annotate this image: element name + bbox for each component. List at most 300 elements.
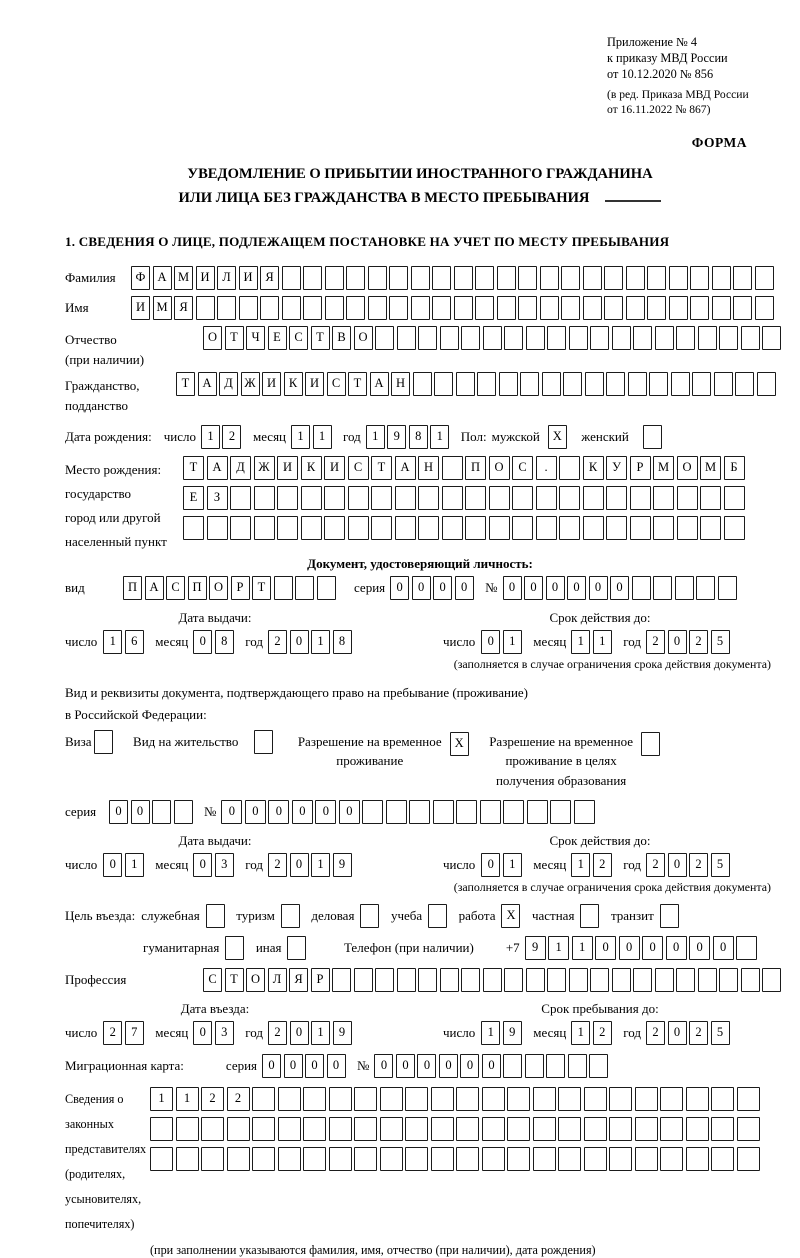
char-box[interactable]: О [203, 326, 222, 350]
char-box[interactable]: Я [260, 266, 279, 290]
char-box[interactable]: Т [225, 968, 244, 992]
char-box[interactable] [655, 326, 674, 350]
char-box[interactable]: Д [230, 456, 251, 480]
char-box[interactable] [507, 1147, 530, 1171]
char-box[interactable] [360, 904, 379, 928]
char-box[interactable] [686, 1147, 709, 1171]
char-box[interactable]: 0 [193, 853, 212, 877]
char-box[interactable] [561, 266, 580, 290]
char-box[interactable] [465, 516, 486, 540]
char-box[interactable] [609, 1087, 632, 1111]
char-box[interactable] [260, 296, 279, 320]
char-box[interactable] [418, 486, 439, 510]
char-box[interactable] [483, 326, 502, 350]
char-box[interactable] [174, 800, 193, 824]
char-box[interactable] [482, 1087, 505, 1111]
char-box[interactable]: Д [219, 372, 238, 396]
char-box[interactable]: С [327, 372, 346, 396]
char-box[interactable]: С [512, 456, 533, 480]
char-box[interactable]: 1 [291, 425, 310, 449]
char-box[interactable] [609, 1147, 632, 1171]
char-box[interactable] [254, 730, 273, 754]
char-box[interactable] [526, 326, 545, 350]
char-box[interactable]: 1 [150, 1087, 173, 1111]
char-box[interactable] [354, 968, 373, 992]
char-box[interactable] [540, 266, 559, 290]
char-box[interactable]: С [203, 968, 222, 992]
char-box[interactable] [418, 516, 439, 540]
char-box[interactable]: 0 [103, 853, 122, 877]
char-box[interactable] [274, 576, 293, 600]
char-box[interactable]: 1 [366, 425, 385, 449]
char-box[interactable] [719, 326, 738, 350]
char-box[interactable] [741, 968, 760, 992]
char-box[interactable] [201, 1117, 224, 1141]
char-box[interactable]: Т [252, 576, 271, 600]
char-box[interactable] [150, 1117, 173, 1141]
char-box[interactable]: Р [311, 968, 330, 992]
char-box[interactable]: 0 [327, 1054, 346, 1078]
char-box[interactable] [574, 800, 595, 824]
char-box[interactable] [686, 1087, 709, 1111]
char-box[interactable] [741, 326, 760, 350]
char-box[interactable]: 6 [125, 630, 144, 654]
char-box[interactable] [590, 968, 609, 992]
char-box[interactable]: А [370, 372, 389, 396]
char-box[interactable] [660, 904, 679, 928]
char-box[interactable] [559, 486, 580, 510]
char-box[interactable]: 0 [193, 1021, 212, 1045]
char-box[interactable]: Р [630, 456, 651, 480]
char-box[interactable] [584, 1087, 607, 1111]
char-box[interactable] [278, 1087, 301, 1111]
char-box[interactable]: 5 [711, 630, 730, 654]
char-box[interactable] [653, 516, 674, 540]
char-box[interactable]: 0 [460, 1054, 479, 1078]
char-box[interactable]: 1 [311, 853, 330, 877]
char-box[interactable] [287, 936, 306, 960]
char-box[interactable] [547, 326, 566, 350]
char-box[interactable]: М [653, 456, 674, 480]
char-box[interactable] [653, 576, 672, 600]
char-box[interactable]: 0 [284, 1054, 303, 1078]
char-box[interactable] [660, 1117, 683, 1141]
char-box[interactable] [389, 266, 408, 290]
char-box[interactable]: 2 [227, 1087, 250, 1111]
char-box[interactable]: 0 [481, 630, 500, 654]
char-box[interactable]: Я [289, 968, 308, 992]
char-box[interactable] [724, 486, 745, 510]
char-box[interactable]: 1 [571, 630, 590, 654]
char-box[interactable] [317, 576, 336, 600]
char-box[interactable] [278, 1117, 301, 1141]
char-box[interactable] [480, 800, 501, 824]
char-box[interactable]: 2 [593, 1021, 612, 1045]
char-box[interactable] [348, 486, 369, 510]
char-box[interactable] [482, 1147, 505, 1171]
char-box[interactable] [282, 266, 301, 290]
char-box[interactable]: 1 [503, 853, 522, 877]
char-box[interactable]: И [262, 372, 281, 396]
char-box[interactable]: И [324, 456, 345, 480]
char-box[interactable] [536, 486, 557, 510]
char-box[interactable]: К [583, 456, 604, 480]
char-box[interactable] [325, 296, 344, 320]
char-box[interactable] [183, 516, 204, 540]
char-box[interactable] [371, 486, 392, 510]
char-box[interactable]: Е [183, 486, 204, 510]
char-box[interactable]: М [700, 456, 721, 480]
char-box[interactable]: 0 [524, 576, 543, 600]
char-box[interactable]: X [450, 732, 469, 756]
char-box[interactable] [604, 266, 623, 290]
char-box[interactable] [711, 1087, 734, 1111]
char-box[interactable]: Т [311, 326, 330, 350]
char-box[interactable] [643, 425, 662, 449]
char-box[interactable] [301, 486, 322, 510]
char-box[interactable] [405, 1147, 428, 1171]
char-box[interactable] [580, 904, 599, 928]
char-box[interactable] [346, 266, 365, 290]
char-box[interactable] [230, 516, 251, 540]
char-box[interactable] [762, 968, 781, 992]
char-box[interactable]: Т [225, 326, 244, 350]
char-box[interactable]: С [348, 456, 369, 480]
char-box[interactable]: 0 [481, 853, 500, 877]
char-box[interactable] [536, 516, 557, 540]
char-box[interactable]: Б [724, 456, 745, 480]
char-box[interactable]: 2 [103, 1021, 122, 1045]
char-box[interactable] [362, 800, 383, 824]
char-box[interactable] [630, 486, 651, 510]
char-box[interactable]: 0 [109, 800, 128, 824]
char-box[interactable] [456, 372, 475, 396]
char-box[interactable]: 2 [646, 630, 665, 654]
char-box[interactable]: 2 [646, 1021, 665, 1045]
char-box[interactable] [418, 968, 437, 992]
char-box[interactable]: 0 [433, 576, 452, 600]
char-box[interactable] [690, 296, 709, 320]
char-box[interactable]: 0 [262, 1054, 281, 1078]
char-box[interactable] [628, 372, 647, 396]
char-box[interactable] [533, 1087, 556, 1111]
char-box[interactable]: М [174, 266, 193, 290]
char-box[interactable] [206, 904, 225, 928]
char-box[interactable]: 0 [668, 630, 687, 654]
char-box[interactable] [475, 296, 494, 320]
char-box[interactable] [176, 1117, 199, 1141]
char-box[interactable] [303, 1147, 326, 1171]
char-box[interactable] [583, 266, 602, 290]
char-box[interactable] [533, 1117, 556, 1141]
char-box[interactable]: С [166, 576, 185, 600]
char-box[interactable]: А [395, 456, 416, 480]
char-box[interactable] [724, 516, 745, 540]
char-box[interactable] [669, 266, 688, 290]
char-box[interactable]: 5 [711, 853, 730, 877]
char-box[interactable] [755, 296, 774, 320]
char-box[interactable] [324, 486, 345, 510]
char-box[interactable] [252, 1087, 275, 1111]
char-box[interactable] [507, 1087, 530, 1111]
char-box[interactable]: К [301, 456, 322, 480]
char-box[interactable] [217, 296, 236, 320]
char-box[interactable] [568, 1054, 587, 1078]
char-box[interactable]: 2 [201, 1087, 224, 1111]
char-box[interactable] [277, 486, 298, 510]
char-box[interactable]: 1 [430, 425, 449, 449]
char-box[interactable]: В [332, 326, 351, 350]
char-box[interactable]: 0 [290, 630, 309, 654]
char-box[interactable] [454, 266, 473, 290]
char-box[interactable] [503, 800, 524, 824]
char-box[interactable]: П [465, 456, 486, 480]
char-box[interactable] [526, 968, 545, 992]
char-box[interactable]: 1 [548, 936, 569, 960]
char-box[interactable] [504, 326, 523, 350]
char-box[interactable] [686, 1117, 709, 1141]
char-box[interactable] [641, 732, 660, 756]
char-box[interactable] [606, 372, 625, 396]
char-box[interactable] [504, 968, 523, 992]
char-box[interactable] [604, 296, 623, 320]
char-box[interactable]: 0 [668, 1021, 687, 1045]
char-box[interactable]: И [196, 266, 215, 290]
char-box[interactable]: 1 [572, 936, 593, 960]
char-box[interactable]: Ж [241, 372, 260, 396]
char-box[interactable] [380, 1117, 403, 1141]
char-box[interactable]: П [123, 576, 142, 600]
char-box[interactable] [630, 516, 651, 540]
char-box[interactable]: 9 [525, 936, 546, 960]
char-box[interactable] [277, 516, 298, 540]
char-box[interactable] [252, 1117, 275, 1141]
char-box[interactable] [612, 968, 631, 992]
char-box[interactable] [696, 576, 715, 600]
char-box[interactable] [303, 266, 322, 290]
char-box[interactable] [520, 372, 539, 396]
char-box[interactable]: А [207, 456, 228, 480]
char-box[interactable] [375, 326, 394, 350]
char-box[interactable]: 0 [315, 800, 336, 824]
char-box[interactable] [733, 296, 752, 320]
char-box[interactable] [442, 516, 463, 540]
char-box[interactable] [692, 372, 711, 396]
char-box[interactable] [583, 296, 602, 320]
char-box[interactable] [440, 326, 459, 350]
char-box[interactable] [497, 296, 516, 320]
char-box[interactable] [431, 1147, 454, 1171]
char-box[interactable] [354, 1117, 377, 1141]
char-box[interactable]: О [489, 456, 510, 480]
char-box[interactable] [303, 296, 322, 320]
char-box[interactable] [329, 1087, 352, 1111]
char-box[interactable]: Ж [254, 456, 275, 480]
char-box[interactable] [465, 486, 486, 510]
char-box[interactable]: Ф [131, 266, 150, 290]
char-box[interactable] [395, 486, 416, 510]
char-box[interactable] [489, 516, 510, 540]
char-box[interactable]: 2 [689, 1021, 708, 1045]
char-box[interactable] [700, 516, 721, 540]
char-box[interactable] [635, 1117, 658, 1141]
char-box[interactable] [348, 516, 369, 540]
char-box[interactable]: 1 [311, 630, 330, 654]
char-box[interactable]: 1 [313, 425, 332, 449]
char-box[interactable] [409, 800, 430, 824]
char-box[interactable] [254, 486, 275, 510]
char-box[interactable] [540, 296, 559, 320]
char-box[interactable] [395, 516, 416, 540]
char-box[interactable] [585, 372, 604, 396]
char-box[interactable] [653, 486, 674, 510]
char-box[interactable] [405, 1087, 428, 1111]
char-box[interactable] [368, 266, 387, 290]
char-box[interactable]: 0 [245, 800, 266, 824]
char-box[interactable] [497, 266, 516, 290]
char-box[interactable] [590, 326, 609, 350]
char-box[interactable] [431, 1117, 454, 1141]
char-box[interactable] [440, 968, 459, 992]
char-box[interactable] [329, 1147, 352, 1171]
char-box[interactable]: 0 [595, 936, 616, 960]
char-box[interactable]: Ч [246, 326, 265, 350]
char-box[interactable]: 0 [689, 936, 710, 960]
char-box[interactable] [649, 372, 668, 396]
char-box[interactable] [295, 576, 314, 600]
char-box[interactable] [418, 326, 437, 350]
char-box[interactable]: 0 [290, 853, 309, 877]
char-box[interactable] [712, 266, 731, 290]
char-box[interactable] [461, 968, 480, 992]
char-box[interactable] [207, 516, 228, 540]
char-box[interactable]: 2 [268, 1021, 287, 1045]
char-box[interactable]: 2 [646, 853, 665, 877]
char-box[interactable]: А [145, 576, 164, 600]
char-box[interactable] [461, 326, 480, 350]
char-box[interactable]: 0 [546, 576, 565, 600]
char-box[interactable] [252, 1147, 275, 1171]
char-box[interactable]: И [131, 296, 150, 320]
char-box[interactable] [550, 800, 571, 824]
char-box[interactable] [389, 296, 408, 320]
char-box[interactable] [626, 296, 645, 320]
char-box[interactable]: 9 [387, 425, 406, 449]
char-box[interactable] [428, 904, 447, 928]
char-box[interactable] [354, 1147, 377, 1171]
char-box[interactable] [583, 516, 604, 540]
char-box[interactable] [584, 1147, 607, 1171]
char-box[interactable] [609, 1117, 632, 1141]
char-box[interactable] [626, 266, 645, 290]
char-box[interactable]: 0 [666, 936, 687, 960]
char-box[interactable]: 0 [193, 630, 212, 654]
char-box[interactable]: Т [176, 372, 195, 396]
char-box[interactable] [700, 486, 721, 510]
char-box[interactable] [225, 936, 244, 960]
char-box[interactable] [711, 1147, 734, 1171]
char-box[interactable] [606, 486, 627, 510]
char-box[interactable] [201, 1147, 224, 1171]
char-box[interactable]: 9 [333, 853, 352, 877]
char-box[interactable] [411, 266, 430, 290]
char-box[interactable]: 1 [176, 1087, 199, 1111]
char-box[interactable] [303, 1087, 326, 1111]
char-box[interactable] [176, 1147, 199, 1171]
char-box[interactable] [432, 266, 451, 290]
char-box[interactable]: Т [348, 372, 367, 396]
char-box[interactable] [533, 1147, 556, 1171]
char-box[interactable]: 2 [593, 853, 612, 877]
char-box[interactable] [762, 326, 781, 350]
char-box[interactable]: Н [391, 372, 410, 396]
char-box[interactable] [546, 1054, 565, 1078]
char-box[interactable]: 2 [268, 630, 287, 654]
char-box[interactable]: 1 [571, 853, 590, 877]
char-box[interactable]: 0 [503, 576, 522, 600]
char-box[interactable] [431, 1087, 454, 1111]
char-box[interactable] [475, 266, 494, 290]
char-box[interactable] [660, 1087, 683, 1111]
char-box[interactable]: Н [418, 456, 439, 480]
char-box[interactable]: Е [268, 326, 287, 350]
char-box[interactable]: 0 [292, 800, 313, 824]
char-box[interactable] [397, 968, 416, 992]
char-box[interactable]: 0 [417, 1054, 436, 1078]
char-box[interactable]: 3 [215, 853, 234, 877]
char-box[interactable] [386, 800, 407, 824]
char-box[interactable] [499, 372, 518, 396]
char-box[interactable]: 3 [215, 1021, 234, 1045]
char-box[interactable]: 7 [125, 1021, 144, 1045]
char-box[interactable] [589, 1054, 608, 1078]
char-box[interactable] [477, 372, 496, 396]
char-box[interactable] [405, 1117, 428, 1141]
char-box[interactable] [434, 372, 453, 396]
char-box[interactable] [558, 1147, 581, 1171]
char-box[interactable] [669, 296, 688, 320]
char-box[interactable]: 0 [567, 576, 586, 600]
char-box[interactable] [675, 576, 694, 600]
char-box[interactable] [690, 266, 709, 290]
char-box[interactable]: Т [371, 456, 392, 480]
char-box[interactable] [303, 1117, 326, 1141]
char-box[interactable]: 1 [311, 1021, 330, 1045]
char-box[interactable] [757, 372, 776, 396]
char-box[interactable] [612, 326, 631, 350]
char-box[interactable] [329, 1117, 352, 1141]
char-box[interactable] [633, 326, 652, 350]
char-box[interactable] [282, 296, 301, 320]
char-box[interactable] [380, 1147, 403, 1171]
char-box[interactable] [454, 296, 473, 320]
char-box[interactable] [583, 486, 604, 510]
char-box[interactable] [456, 1087, 479, 1111]
char-box[interactable] [371, 516, 392, 540]
char-box[interactable] [558, 1117, 581, 1141]
char-box[interactable] [433, 800, 454, 824]
char-box[interactable] [152, 800, 171, 824]
char-box[interactable] [635, 1147, 658, 1171]
char-box[interactable]: 0 [131, 800, 150, 824]
char-box[interactable]: Р [231, 576, 250, 600]
char-box[interactable]: 8 [409, 425, 428, 449]
char-box[interactable]: 0 [390, 576, 409, 600]
char-box[interactable] [569, 968, 588, 992]
char-box[interactable]: 8 [333, 630, 352, 654]
char-box[interactable]: 0 [713, 936, 734, 960]
char-box[interactable] [518, 296, 537, 320]
